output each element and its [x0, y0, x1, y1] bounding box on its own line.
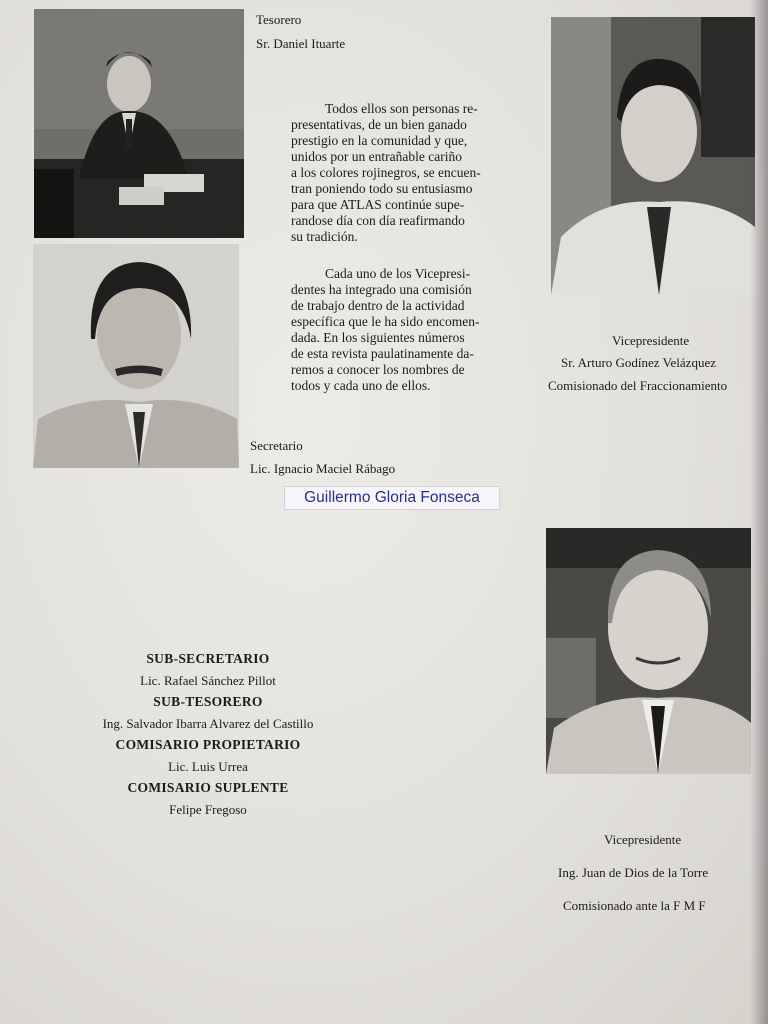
vicepresident-1-commission: Comisionado del Fraccionamiento [548, 378, 728, 393]
vicepresident-2-commission: Comisionado ante la F M F [563, 898, 706, 913]
text-line: específica que le ha sido encomen- [291, 314, 480, 329]
text-line: su tradición. [291, 229, 358, 244]
vicepresident-1-title: Vicepresidente [612, 333, 690, 348]
treasurer-photo [34, 9, 244, 238]
text-line: tran poniendo todo su entusiasmo [291, 181, 473, 196]
text-line: dentes ha integrado una comisión [291, 282, 472, 297]
text-line: todos y cada uno de ellos. [291, 378, 431, 393]
text-line: Todos ellos son personas re- [325, 101, 478, 116]
text-line: Cada uno de los Vicepresi- [325, 266, 471, 281]
text-line: para que ATLAS continúe supe- [291, 197, 465, 212]
intro-paragraph-2 [291, 266, 480, 394]
officers-list [58, 648, 358, 820]
binding-shadow [750, 0, 768, 1024]
commissioner-owner-name: Lic. Luis Urrea [168, 758, 248, 774]
commissioner-substitute-title: COMISARIO SUPLENTE [127, 780, 289, 795]
text-line: prestigio en la comunidad y que, [291, 133, 468, 148]
secretary-photo [33, 244, 239, 468]
vicepresident-2-name: Ing. Juan de Dios de la Torre [558, 865, 709, 880]
treasurer-title: Tesorero [256, 12, 302, 27]
text-line: de trabajo dentro de la actividad [291, 298, 465, 313]
text-line: dada. En los siguientes números [291, 330, 465, 345]
secretary-name: Lic. Ignacio Maciel Rábago [250, 461, 396, 476]
vicepresident-2-title: Vicepresidente [604, 832, 682, 847]
treasurer-name: Sr. Daniel Ituarte [256, 36, 346, 51]
vicepresident-2-photo [546, 528, 751, 774]
sub-secretary-name: Lic. Rafael Sánchez Pillot [140, 672, 276, 688]
vicepresident-1-name: Sr. Arturo Godínez Velázquez [561, 355, 716, 370]
vicepresident-1-photo [551, 17, 755, 295]
commissioner-owner-title: COMISARIO PROPIETARIO [115, 737, 301, 752]
name-label-sticker: Guillermo Gloria Fonseca [284, 486, 500, 510]
sub-treasurer-name: Ing. Salvador Ibarra Alvarez del Castillo [102, 715, 314, 731]
sub-treasurer-title: SUB-TESORERO [153, 694, 263, 709]
text-line: de esta revista paulatinamente da- [291, 346, 474, 361]
text-line: randose día con día reafirmando [291, 213, 465, 228]
commissioner-substitute-name: Felipe Fregoso [169, 801, 247, 817]
text-line: presentativas, de un bien ganado [291, 117, 467, 132]
text-line: unidos por un entrañable cariño [291, 149, 462, 164]
text-line: remos a conocer los nombres de [291, 362, 465, 377]
sub-secretary-title: SUB-SECRETARIO [146, 651, 270, 666]
intro-paragraph-1 [291, 101, 481, 245]
text-line: a los colores rojinegros, se encuen- [291, 165, 481, 180]
secretary-title: Secretario [250, 438, 303, 453]
